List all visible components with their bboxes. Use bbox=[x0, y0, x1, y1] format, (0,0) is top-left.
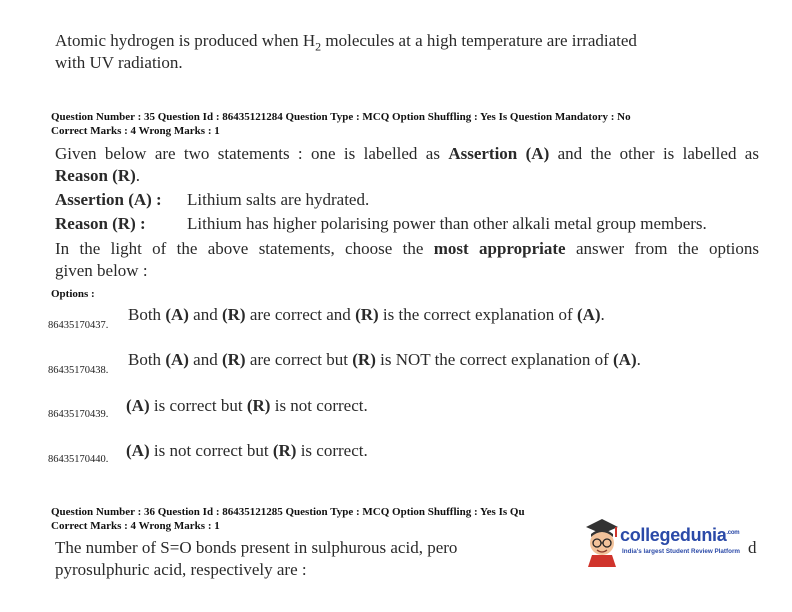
q35-instruction-line-2: given below : bbox=[55, 261, 148, 280]
reason-text: Lithium has higher polarising power than other alkali metal group members. bbox=[187, 214, 707, 233]
prev-question-line-1: Atomic hydrogen is produced when $H_2$ molecules at a high temperature are irradiated bbox=[55, 31, 637, 54]
student-mascot-icon bbox=[582, 515, 622, 567]
q35-meta-line-2: Correct Marks : 4 Wrong Marks : 1 bbox=[51, 125, 220, 137]
option-text: Both (A) and (R) are correct and (R) is the correct explanation of (A). bbox=[128, 305, 605, 324]
q35-meta-line-1: Question Number : 35 Question Id : 86435121284 Question Type : MCQ Option Shuffling : Yes Is Question Mandatory : No bbox=[51, 111, 631, 123]
q36-meta-line-2: Correct Marks : 4 Wrong Marks : 1 bbox=[51, 520, 220, 532]
prev-question-line-2: with UV radiation. bbox=[55, 53, 183, 72]
q35-intro: Given below are two statements : one is labelled as Assertion (A) and the other is labelled as bbox=[55, 144, 759, 163]
option-text: (A) is correct but (R) is not correct. bbox=[126, 396, 368, 415]
option-id: 86435170437. bbox=[48, 320, 109, 331]
q35-intro-line-2: Reason (R). bbox=[55, 166, 140, 185]
assertion-text: Lithium salts are hydrated. bbox=[187, 190, 370, 209]
assertion-label: Assertion (A) : bbox=[55, 190, 162, 209]
option-id: 86435170438. bbox=[48, 365, 109, 376]
q36-text-line-1: The number of S=O bonds present in sulphurous acid, pero bbox=[55, 538, 458, 557]
collegedunia-watermark bbox=[582, 515, 742, 567]
q35-instruction: In the light of the above statements, choose the most appropriate answer from the options bbox=[55, 239, 760, 258]
q36-meta-line-1: Question Number : 36 Question Id : 86435121285 Question Type : MCQ Option Shuffling : Yes Is Qu bbox=[51, 506, 525, 518]
option-text: Both (A) and (R) are correct but (R) is NOT the correct explanation of (A). bbox=[128, 350, 641, 369]
q36-text-tail: d bbox=[748, 538, 757, 557]
reason-label: Reason (R) : bbox=[55, 214, 146, 233]
q36-text-line-2: pyrosulphuric acid, respectively are : bbox=[55, 560, 307, 579]
brand-tagline: India's largest Student Review Platform bbox=[622, 548, 741, 555]
options-label: Options : bbox=[51, 288, 95, 300]
option-id: 86435170440. bbox=[48, 454, 109, 465]
brand-name: collegedunia$^{.com}$ bbox=[620, 525, 740, 545]
option-text: (A) is not correct but (R) is correct. bbox=[126, 441, 368, 460]
option-id: 86435170439. bbox=[48, 409, 109, 420]
